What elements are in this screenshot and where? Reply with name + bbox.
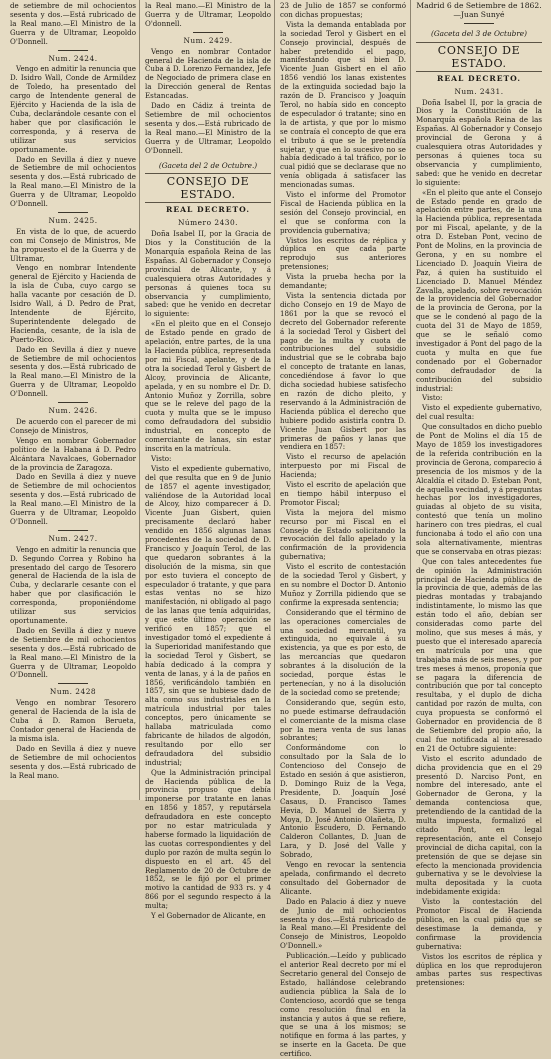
paragraph: la Real mano.—El Ministro de la Guerra y de Ultramar, Leopoldo O'donnell. [145, 1, 271, 28]
paragraph: De acuerdo con el parecer de mi Consejo de Ministros, [10, 416, 136, 435]
decree-number: Num. 2427. [48, 533, 98, 543]
divider [58, 212, 88, 213]
decree-number: Número 2430. [177, 218, 239, 228]
divider [464, 23, 494, 24]
divider [58, 402, 88, 403]
column-2 [145, 1, 271, 921]
decree-number: Num. 2425. [48, 215, 98, 225]
section-heading: CONSEJO DE ESTADO. [416, 42, 542, 72]
column-3 [280, 1, 406, 1059]
column-4 [416, 1, 542, 988]
signature-line: Madrid 6 de Setiembre de 1862.—Juan Sunyé [416, 1, 542, 19]
paragraph: Vista la demanda entablada por la sociedad Terol y Gisbert en el Consejo provincial, después de haber pretendido el pago, manifestando que si bien D. Vicente Juan Gisbert en el año 1856 vendió los lanas existentes de la extinguida sociedad bajo la razón de D. Francisco y Joaquín Terol, no había sido en concepto de especulador ó tratante; sino en la de artista, y que por lo mismo se contraía el concepto de que era el tributo á que se le pretendía sujetar, y que en lo sucesivo no se había dedicado á tal tráfico, por lo cual pidió que se declarase que no venía obligada á satisfacer las mencionadas sumas. [280, 19, 406, 190]
column-rule [274, 0, 275, 800]
paragraph: Vistos los escritos de réplica y dúplica en que cada parte reprodujo sus anteriores pretensiones; [280, 235, 406, 272]
paragraph: Visto el expediente gubernativo, del cual resulta: [416, 403, 542, 422]
decree-number: Num. 2424. [48, 53, 98, 63]
paragraph: Visto el escrito adundado de dicha providencia que en el 29 presentó D. Narciso Pont, en nombre del interesado, ante el Gobernador de Gerona, y la demanda contenciosa que, pretendiendo de la cantidad de la multa impuesta, formalizó el citado Pont, en legal representación, ante el Consejo provincial de dicha capital, con la pretensión de que se dejase sin efecto la mencionada providencia gubernativa y se le devolviese la multa depositada y la cuota indebidamente exigida: [416, 753, 542, 897]
column-rule [139, 0, 140, 800]
paragraph: Dado en Sevilla á diez y nueve de Setiembre de mil ochocientos sesenta y dos.—Está rubricado de la Real mano. [10, 743, 136, 780]
paragraph: Visto el expediente gubernativo, del que resulta que en 9 de Junio de 1857 el agente investigador, valiéndose de la Autoridad local de Alcoy, hizo comparecer á D. Vicente Juan Gisbert, quien precisamente declaró haber vendido en 1856 algunas lanas procedentes de la sociedad de D. Francisco y Joaquín Terol, de las que quedaron sobrantes á la disolución de la misma, sin que por esto tuviera el concepto de especulador ó tratante, y que para estas ventas no se hizo manifestación, ni obligado al pago de las lanas que tenía adquiridas, y que este último operación se verificó en 1857; que el investigador tomó el expediente á la Superioridad manifestando que la sociedad Terol y Gisbert, se había dedicado á la compra y venta de lanas, y á la de paños en 1856, verificándolo también en 1857, sin que se hubiese dado de alta como sus industriales en la matrícula industrial por tales conceptos, pero únicamente se hallaba matriculada como fabricante de hilados de algodón, resultando por ello ser defraudadora del subsidio industrial; [145, 463, 271, 767]
divider [58, 530, 88, 531]
paragraph: Vengo en nombrar Gobernador político de la Habana á D. Pedro Alcántara Navalcaes, Gobernador de la provincia de Zaragoza. [10, 435, 136, 472]
paragraph: Que la Administración principal de Hacienda pública de la provincia propuso que debía imponerse por tratante en lanas en 1856 y 1857, y reputársela defraudadora en este concepto por no estar matriculada y haberse formado la liquidación de las cuotas correspondientes y del duplo por razón de multa según lo dispuesto en el art. 45 del Reglamento de 20 de Octubre de 1852, se le fijó por el primer motivo la cantidad de 933 rs. y 4 866 por el segundo respecto á la multa; [145, 767, 271, 911]
divider [193, 32, 223, 33]
paragraph: Visto el escrito de apelación que en tiempo hábil interpuso el Promotor Fiscal; [280, 480, 406, 507]
decree-number: Num. 2428 [49, 687, 97, 697]
section-heading: CONSEJO DE ESTADO. [145, 173, 271, 203]
paragraph: En vista de lo que, de acuerdo con mi Consejo de Ministros, Me ha propuesto el de la Guerra y de Ultramar, [10, 226, 136, 263]
sub-heading: REAL DECRETO. [166, 205, 250, 215]
paragraph: Vistos los escritos de réplica y dúplica en los que reprodujeron ambas partes sus respectivas pretensiones: [416, 951, 542, 988]
decree-number: Num. 2431. [454, 86, 504, 96]
gazette-date: (Gaceta del 3 de Octubre) [431, 28, 527, 38]
paragraph: Doña Isabel II, por la gracia de Dios y la Constitución de la Monarquía española Reina de las Españas. Al Gobernador y Consejo provincial de Gerona y á cualesquiera otras Autoridades y personas á quienes toca su observancia y cumplimiento, sabed: que he venido en decretar lo siguiente: [416, 97, 542, 187]
paragraph: Dado en Sevilla á diez y nueve de Setiembre de mil ochocientos sesenta y dos.—Está rubricado de la Real mano.—El Ministro de la Guerra y de Ultramar, Leopoldo O'Donnell. [10, 472, 136, 526]
paragraph: Visto la contestación del Promotor Fiscal de Hacienda pública, en la cual pidió que se desestimase la demanda, y confirmase la providencia gubernativa: [416, 897, 542, 951]
paragraph: Dado en Sevilla á diez y nueve de Setiembre de mil ochocientos sesenta y dos.—Está rubricado de la Real mano.—El Ministro de la Guerra y de Ultramar, Leopoldo O'Donnell. [10, 625, 136, 680]
paragraph: Vengo en revocar la sentencia apelada, confirmando el decreto consultado del Gobernador de Alicante. [280, 860, 406, 896]
paragraph: Visto el recurso de apelación interpuesto por mi Fiscal de Hacienda; [280, 452, 406, 480]
paragraph: Vengo en nombrar Tesorero general de Hacienda de la isla de Cuba á D. Ramon Berueta, Contador general de Hacienda de la misma isla. [10, 698, 136, 743]
divider [58, 50, 88, 51]
paragraph: Vista la sentencia dictada por dicho Consejo en 19 de Mayo de 1861 por la que se revocó el decreto del Gobernador referente á la sociedad Terol y Gisbert del pago de la multa y cuota de contribuciones del subsidio industrial que se le cobraba bajo el concepto de tratante en lanas, concediéndose á favor lo que dicha sociedad hubiese satisfecho en razón de dicho pleito, y reservando á la Administración de Hacienda pública el derecho que hubiere podido asistirla contra D. Vicente Juan Gisbert por las primeras de paños y lanas que vendiera en 1857: [280, 291, 406, 452]
decree-number: Num. 2426. [48, 406, 98, 416]
column-rule [410, 0, 411, 800]
paragraph: Que consultados en dicho pueblo de Pont de Molins el día 15 de Mayo de 1859 los investigadores de la referida contribución en la provincia de Gerona, comparecio á presencia de los mismos y de la Alcaldía el citado D. Esteban Pont, de aquella vecindad, y á preguntas hechas por los investigadores, guiadas al objeto de su visita, contestó que tenía un molino harinero con tres piedras, el cual funcionaba á todo el año con una sola alternativamente, mientras que se conservaba en otras piezas: [416, 422, 542, 556]
decree-number: Num. 2429. [183, 35, 233, 45]
paragraph: Que con tales antecedentes fue de opinión la Administración principal de Hacienda pública de la provincia de que, además de las piedras montadas y trabajando indistintamente, lo mismo las que están todo el año, debían ser consideradas como parte del molino, que sus meses á más, y puesto que el interesado aparecía en matrícula por una que trabajaba más de seis meses, y por tres meses á menos, proponía que se pagara la diferencia de contribución que por tal concepto resultaba, y el duplo de dicha cantidad por razón de multa, con cuya propuesta se conformó el Gobernador en providencia de 8 de Setiembre del propio año, la cual fue notificada al interesado en 21 de Octubre siguiente: [416, 556, 542, 753]
paragraph: Y el Gobernador de Alicante, en [151, 911, 266, 921]
paragraph: Visto el escrito de contestación de la sociedad Terol y Gisbert, y en su nombre el Doctor D. Antonio Muñoz y Zorrilla pidiendo que se confirme la expresada sentencia; [280, 562, 406, 607]
paragraph: Doña Isabel II, por la Gracia de Dios y la Constitución de la Monarquía española Reina de las Españas. Al Gobernador y Consejo provincial de Alicante, y á cualesquiera otras Autoridades y personas á quienes toca su observancia y cumplimiento, sabed: que he venido en decretar lo siguiente: [145, 229, 271, 319]
sub-heading: REAL DECRETO. [437, 73, 521, 83]
gazette-date: (Gaceta del 2 de Octubre.) [158, 160, 258, 170]
paragraph: Vengo en admitir la renuncia que D. Isidro Wall, Conde de Armildez de Toledo, ha presentado del cargo de Intendente general de Ejército y Hacienda de la isla de Cuba, declarándole cesante con el haber que por clasificación le corresponda, y á reserva de utilizar sus servicios oportunamente. [10, 64, 136, 154]
paragraph: 23 de Julio de 1857 se conformó con dichas propuestas; [280, 1, 406, 19]
paragraph: Considerando que, según esto, no puede estimarse defraudación el comerciante de la misma clase por la mera venta de sus lanas sobrantes; [280, 697, 406, 743]
paragraph: Dado en Sevilla á diez y nueve de Setiembre de mil ochocientos sesenta y dos.—Está rubricado de la Real mano.—El Ministro de la Guerra y de Ultramar, Leopoldo O'Donnell. [10, 344, 136, 399]
paragraph: Publicación.—Leído y publicado el anterior Real decreto por mí el Secretario general del Consejo de Estado, hallándose celebrando audiencia pública la Sala de lo Contencioso, acordó que se tenga como resolución final en la instancia y autos á que se refiere, que se una á los mismos; se notifique en forma á las partes, y se inserte en la Gaceta. De que certifico. [280, 951, 406, 1059]
paragraph: Vengo en nombrar Intendente general de Ejército y Hacienda de la isla de Cuba, cuyo cargo se halla vacante por cesación de D. Isidro Wall, á D. Pedro de Prat, Intendente de Ejército, Superintendente delegado de Hacienda, cesante, de la isla de Puerto-Rico. [10, 263, 136, 344]
paragraph: Visto el informe del Promotor Fiscal de Hacienda pública en la sesión del Consejo provincial, en el que se conforma con la providencia gubernativa; [280, 190, 406, 235]
paragraph: Dado en Sevilla á diez y nueve de Setiembre de mil ochocientos sesenta y dos.—Está rubricado de la Real mano.—El Ministro de la Guerra y de Ultramar, Leopoldo O'Donnell. [10, 154, 136, 209]
paragraph: de setiembre de mil ochocientos sesenta y dos.—Está rubricado de la Real mano.—El Ministro de la Guerra y de Ultramar, Leopoldo O'Donnell. [10, 1, 136, 46]
column-1 [10, 2, 136, 798]
paragraph: Visto: [151, 453, 172, 463]
paragraph: Dado en Cádiz á treinta de Setiembre de mil ochocientos sesenta y dos.—Está rubricado de la Real mano.—El Ministro de la Guerra y de Ultramar, Leopoldo O'Donnell. [145, 101, 271, 155]
paragraph: Considerando que el término de las operaciones comerciales de una sociedad mercantil, ya extinguida, no equivale á su existencia, ya que es por esto, de las mercancías que quedaron sobrantes á la disolución de la sociedad, porque éstas le pertenecían, y no á la disolución de la sociedad como se pretende; [280, 607, 406, 697]
paragraph: Visto: [422, 393, 443, 403]
paragraph: «En el pleito que en el Consejo de Estado pende en grado de apelación, entre partes, de la una la Hacienda pública, representada por mi Fiscal, apelante, y de la otra la sociedad Terol y Gisbert de Alcoy, provincia de Alicante, apelada, y en su nombre el Dr. D. Antonio Muñoz y Zorrilla, sobre que se le releve del pago de la cuota y multa que se le impuso como defraudadora del subsidio industrial, en concepto de comerciante de lanas, sin estar inscrita en la matrícula. [145, 319, 271, 453]
paragraph: Vista la mejora del mismo recurso por mi Fiscal en el Consejo de Estado solicitando la revocación del fallo apelado y la confirmación de la providencia gubernativa; [280, 507, 406, 562]
paragraph: Conformándome con lo consultado por la Sala de lo Contencioso del Consejo de Estado en sesión á que asistieron, D. Domingo Ruiz de la Vega, Presidente, D. Joaquín José Casaus, D. Francisco Tames Hevia, D. Manuel de Sierra y Moya, D. José Antonio Olañeta, D. Antonio Escudero, D. Fernando Calderon Collantes, D. Juan de Lara, y D. José del Valle y Sobrado, [280, 743, 406, 860]
paragraph: Dado en Palacio á diez y nueve de Junio de mil ochocientos sesenta y dos.—Está rubricado de la Real mano.—El Presidente del Consejo de Ministros, Leopoldo O'Donnell.» [280, 896, 406, 951]
paragraph: «En el pleito que ante el Consejo de Estado pende en grado de apelación entre partes, de la una la Hacienda pública, representada por mi Fiscal, apelante, y de la otra D. Esteban Pont, vecino de Pont de Molins, en la provincia de Gerona, y en su nombre el Licenciado D. Joaquín Vieira de Paz, á quien ha sustituido el Licenciado D. Manuel Méndez Zavalla, apelado, sobre revocación de la providencia del Gobernador de la provincia de Gerona, por la que se le condenó al pago de la cuota del 31 de Mayo de 1859, que se le señaló como investigador á Pont del pago de la cuota y multa en que fue condenado por el Gobernador como defraudador de la contribución del subsidio industrial: [416, 187, 542, 393]
paragraph: Vista la prueba hecha por la demandante; [280, 272, 406, 291]
divider [58, 683, 88, 684]
paragraph: Vengo en nombrar Contador general de Hacienda de la isla de Cuba á D. Lorenzo Fernandez, Jefe de Negociado de primera clase en la Dirección general de Rentas Estancadas. [145, 46, 271, 101]
paragraph: Vengo en admitir la renuncia que D. Segundo Correa y Robino ha presentado del cargo de Tesorero general de Hacienda de la isla de Cuba, y declararle cesante con el haber que por clasificación le corresponda, proponiéndome utilizar sus servicios oportunamente. [10, 544, 136, 625]
